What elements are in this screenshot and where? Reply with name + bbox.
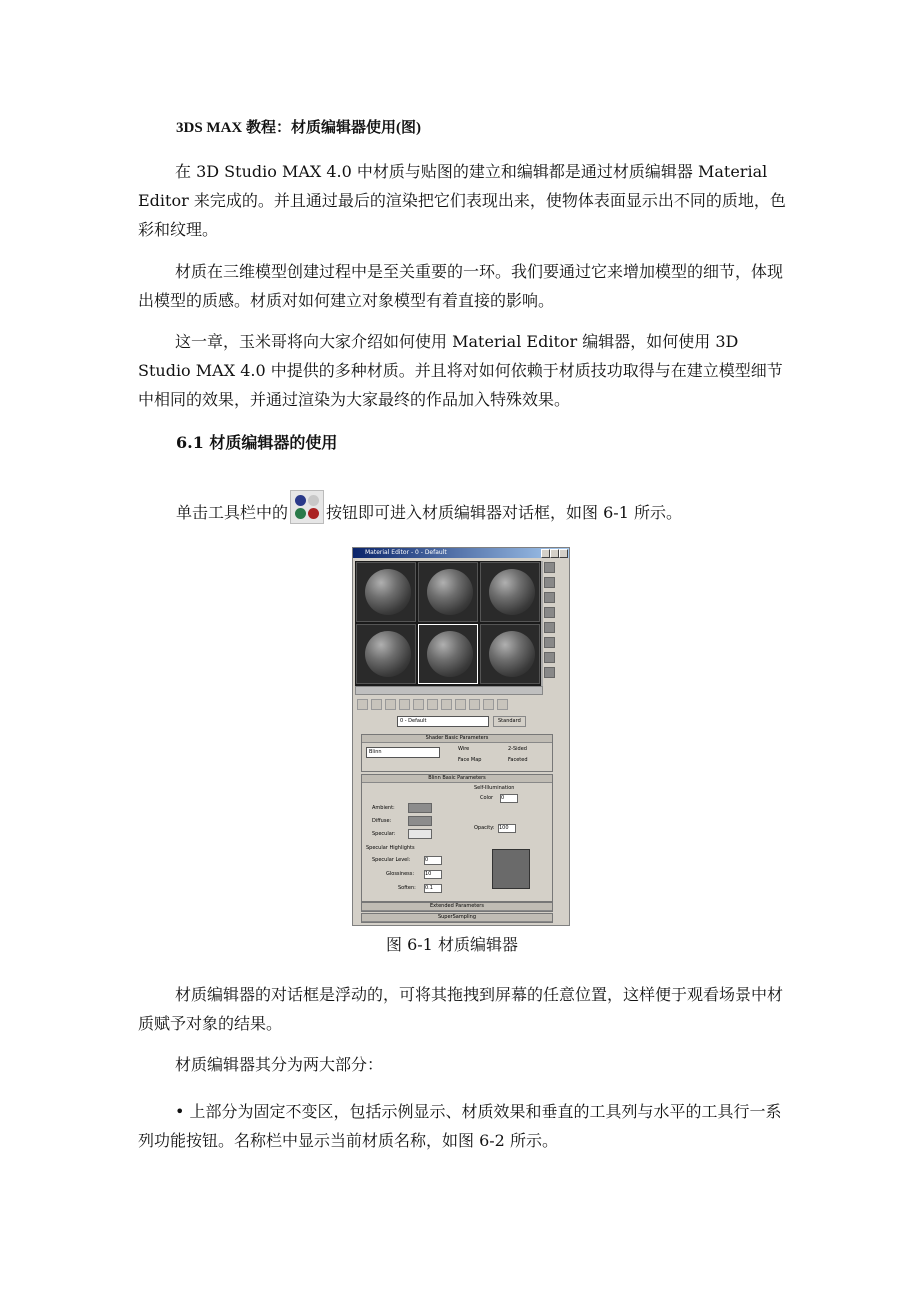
paragraph-2: 材质在三维模型创建过程中是至关重要的一环。我们要通过它来增加模型的细节，体现出模型的质感。材质对如何建立对象模型有着直接的影响。	[138, 262, 784, 310]
sphere-green-icon	[295, 508, 306, 519]
self-illumination-label: Self-Illumination	[474, 785, 515, 791]
material-effects-channel-icon[interactable]	[441, 699, 452, 710]
material-editor-toolbar-icon	[290, 490, 324, 524]
diffuse-label: Diffuse:	[372, 818, 392, 824]
paragraph-5: 材质编辑器其分为两大部分：	[175, 1055, 384, 1074]
put-to-scene-icon[interactable]	[371, 699, 382, 710]
material-type-button[interactable]: Standard	[493, 716, 526, 727]
go-forward-sibling-icon[interactable]	[497, 699, 508, 710]
paragraph-1: 在 3D Studio MAX 4.0 中材质与贴图的建立和编辑都是通过材质编辑器 Material Editor 来完成的。并且通过最后的渲染把它们表现出来，使物体表面显示出不同的质地，色彩和纹理。	[138, 162, 786, 239]
highlight-curve-preview	[492, 849, 530, 889]
specular-level-label: Specular Level:	[372, 857, 411, 863]
background-icon[interactable]	[544, 592, 555, 603]
intro-line	[176, 490, 682, 524]
material-name-field[interactable]: 0 - Default	[397, 716, 489, 727]
assign-material-icon[interactable]	[385, 699, 396, 710]
supersampling-rollout-title[interactable]: SuperSampling	[362, 914, 552, 922]
close-icon[interactable]	[559, 549, 568, 558]
color-label: Color	[480, 795, 494, 801]
sample-slot[interactable]	[418, 562, 478, 622]
face-map-checkbox[interactable]: Face Map	[458, 757, 482, 763]
material-sphere	[365, 631, 411, 677]
opacity-label: Opacity:	[474, 825, 495, 831]
window-titlebar[interactable]	[353, 548, 569, 558]
video-color-check-icon[interactable]	[544, 622, 555, 633]
make-preview-icon[interactable]	[544, 637, 555, 648]
material-sphere	[427, 631, 473, 677]
backlight-icon[interactable]	[544, 577, 555, 588]
options-icon[interactable]	[544, 652, 555, 663]
material-editor-window	[352, 547, 570, 926]
blinn-rollout-title[interactable]: Blinn Basic Parameters	[362, 775, 552, 783]
opacity-spinner[interactable]: 100	[498, 824, 516, 833]
shader-rollout	[361, 734, 553, 772]
soften-spinner[interactable]: 0.1	[424, 884, 442, 893]
show-map-icon[interactable]	[455, 699, 466, 710]
shader-select[interactable]: Blinn	[366, 747, 440, 758]
make-copy-icon[interactable]	[413, 699, 424, 710]
window-title: Material Editor - 0 - Default	[365, 549, 447, 556]
paragraph-3: 这一章，玉米哥将向大家介绍如何使用 Material Editor 编辑器，如何使用 3D Studio MAX 4.0 中提供的多种材质。并且将对如何依赖于材质技功取得与在建立模型细节中相同的效果，并通过渲染为大家最终的作品加入特殊效果。	[138, 332, 783, 409]
paragraph-6: • 上部分为固定不变区，包括示例显示、材质效果和垂直的工具列与水平的工具行一系列功能按钮。名称栏中显示当前材质名称，如图 6-2 所示。	[138, 1102, 782, 1150]
material-sphere	[427, 569, 473, 615]
minimize-icon[interactable]	[541, 549, 550, 558]
horizontal-toolbar	[357, 699, 557, 711]
two-sided-checkbox[interactable]: 2-Sided	[508, 746, 527, 752]
get-material-icon[interactable]	[357, 699, 368, 710]
specular-highlights-label: Specular Highlights	[366, 845, 415, 851]
sphere-grey-icon	[308, 495, 319, 506]
show-end-result-icon[interactable]	[469, 699, 480, 710]
uv-tiling-icon[interactable]	[544, 607, 555, 618]
sample-slot[interactable]	[356, 624, 416, 684]
maximize-icon[interactable]	[550, 549, 559, 558]
specular-swatch[interactable]	[408, 829, 432, 839]
ambient-swatch[interactable]	[408, 803, 432, 813]
vertical-toolbar	[543, 561, 555, 691]
name-bar	[397, 716, 526, 727]
select-by-material-icon[interactable]	[544, 667, 555, 678]
specular-level-spinner[interactable]: 0	[424, 856, 442, 865]
sample-slot-active[interactable]	[418, 624, 478, 684]
sphere-red-icon	[308, 508, 319, 519]
diffuse-swatch[interactable]	[408, 816, 432, 826]
soften-label: Soften:	[398, 885, 416, 891]
faceted-checkbox[interactable]: Faceted	[508, 757, 528, 763]
sample-slot[interactable]	[356, 562, 416, 622]
intro-text-after: 按钮即可进入材质编辑器对话框，如图 6-1 所示。	[326, 503, 682, 522]
wire-checkbox[interactable]: Wire	[458, 746, 470, 752]
sphere-blue-icon	[295, 495, 306, 506]
sample-type-icon[interactable]	[544, 562, 555, 573]
delete-icon[interactable]	[399, 699, 410, 710]
sample-slot[interactable]	[480, 562, 540, 622]
paragraph-4: 材质编辑器的对话框是浮动的，可将其拖拽到屏幕的任意位置，这样便于观看场景中材质赋予对象的结果。	[138, 985, 784, 1033]
glossiness-label: Glossiness:	[386, 871, 415, 877]
material-sphere	[489, 569, 535, 615]
material-sphere	[489, 631, 535, 677]
intro-text-before: 单击工具栏中的	[176, 503, 289, 522]
extended-rollout	[361, 902, 553, 912]
slots-horizontal-scrollbar[interactable]	[355, 686, 543, 695]
shader-rollout-title[interactable]: Shader Basic Parameters	[362, 735, 552, 743]
specular-label: Specular:	[372, 831, 396, 837]
material-sphere	[365, 569, 411, 615]
supersampling-rollout	[361, 913, 553, 923]
extended-rollout-title[interactable]: Extended Parameters	[362, 903, 552, 911]
page-title: 3DS MAX 教程：材质编辑器使用(图)	[176, 120, 421, 136]
sample-slots	[355, 561, 543, 688]
go-to-parent-icon[interactable]	[483, 699, 494, 710]
put-to-library-icon[interactable]	[427, 699, 438, 710]
blinn-rollout	[361, 774, 553, 902]
sample-slot[interactable]	[480, 624, 540, 684]
section-heading: 6.1 材质编辑器的使用	[176, 433, 338, 452]
ambient-label: Ambient:	[372, 805, 395, 811]
self-illum-spinner[interactable]: 0	[500, 794, 518, 803]
glossiness-spinner[interactable]: 10	[424, 870, 442, 879]
figure-caption: 图 6-1 材质编辑器	[386, 935, 518, 954]
